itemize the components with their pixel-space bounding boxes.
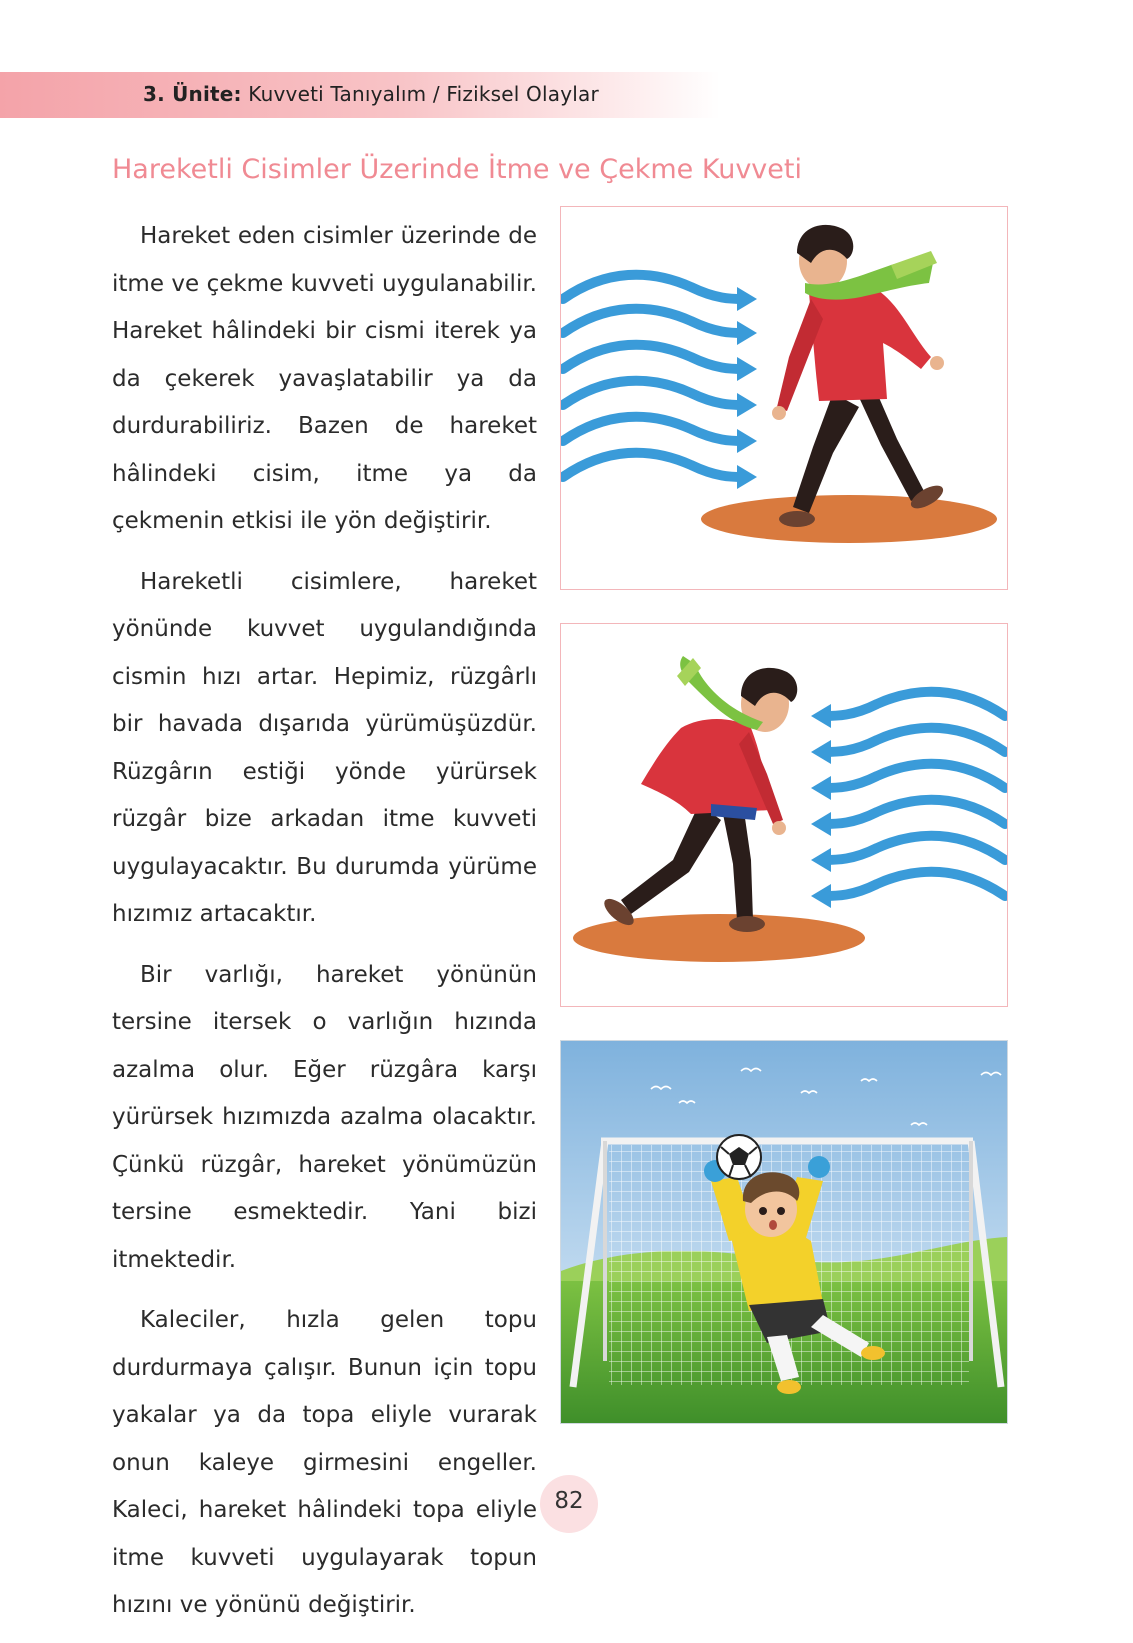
goalkeeper-scene [561,1041,1007,1423]
section-title: Hareketli Cisimler Üzerinde İtme ve Çekme Kuvveti [112,154,802,185]
soccer-ball [717,1135,761,1179]
wind-arrows [563,275,743,477]
paragraph-2: Hareketli cisimlere, hareket yönünde kuvvet uygulandığında cismin hızı artar. Hepimiz, rüzgârlı bir havada dışarıda yürümüşüzdür. Rüzgârın estiği yönde yürürsek rüzgâr bize arkadan itme kuvveti uygulayacaktır. Bu durumda yürüme hızımız artacaktır. [112,568,537,927]
ground-shadow [701,495,997,543]
unit-label: 3. Ünite: [143,82,242,106]
goalkeeper-catching-ball-illustration [560,1040,1008,1424]
unit-header [143,82,599,106]
paragraph-3: Bir varlığı, hareket yönünün tersine itersek o varlığın hızında azalma olur. Eğer rüzgâra karşı yürürsek hızımızda azalma olacaktır. Çünkü rüzgâr, hareket yönümüzün tersine esmektedir. Yani bizi itmektedir. [112,961,537,1273]
boy-walking-with-wind-illustration [560,206,1008,590]
unit-title: Kuvveti Tanıyalım / Fiziksel Olaylar [248,82,599,106]
boy-figure [600,656,797,932]
wind-arrows [823,692,1005,896]
page-number: 82 [554,1488,584,1514]
paragraph-4: Kaleciler, hızla gelen topu durdurmaya çalışır. Bunun için topu yakalar ya da topa eliyle vurarak onun kaleye girmesini engeller. Kaleci, hareket hâlindeki topa eliyle itme kuvveti uygulayarak topun hızını ve yönünü değiştirir. [112,1307,537,1618]
wind-arrowheads [737,287,757,489]
boy-figure [772,225,947,527]
wind-behind-scene [561,207,1007,589]
wind-arrowheads [811,704,831,908]
wind-ahead-scene [561,624,1007,1006]
paragraph-1: Hareket eden cisimler üzerinde de itme ve çekme kuvveti uygulanabilir. Hareket hâlindeki bir cismi iterek ya da çekerek yavaşlatabilir ya da durdurabiliriz. Bazen de hareket hâlindeki cisim, itme ya da çekmenin etkisi ile yön değiştirir. [112,223,537,534]
ground-shadow [573,914,865,962]
body-text [112,213,537,1643]
boy-walking-against-wind-illustration [560,623,1008,1007]
